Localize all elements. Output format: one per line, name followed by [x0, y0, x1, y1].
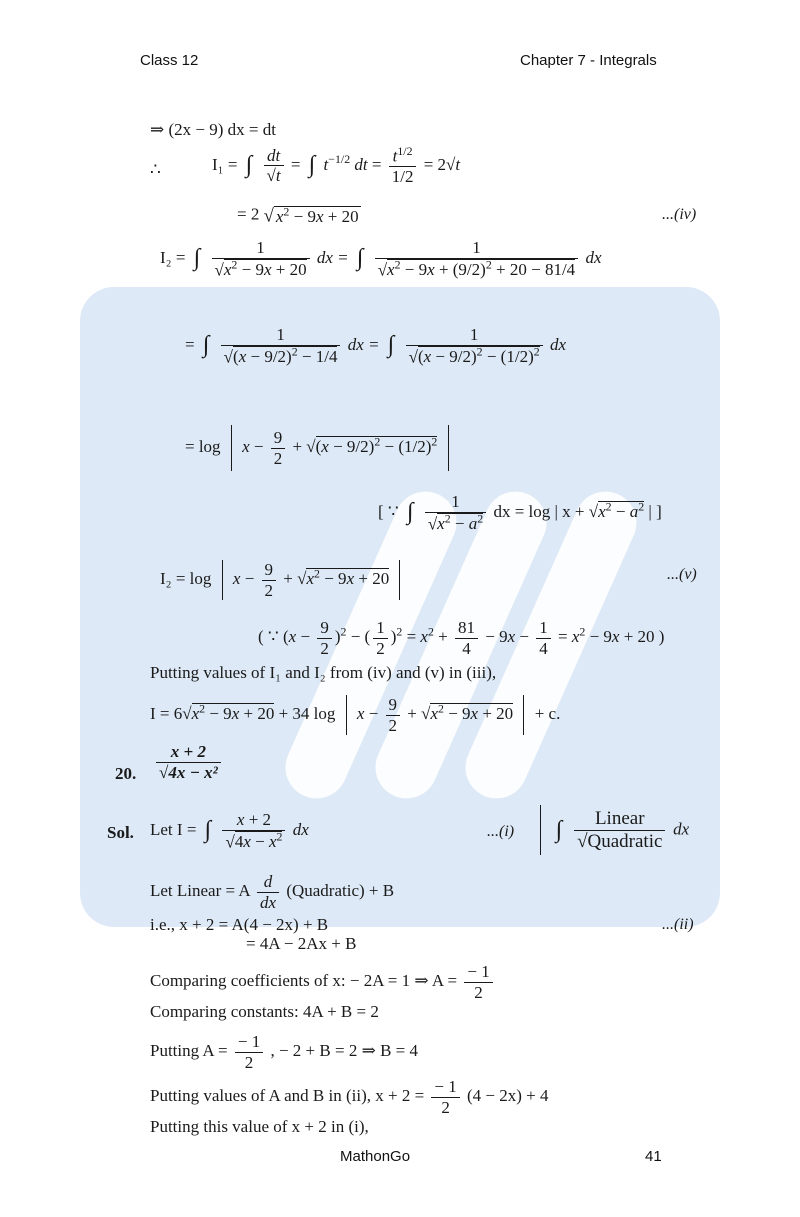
integral-sign: ∫ — [193, 245, 201, 272]
question-expression: $\frac{x + 2}{\text{√4x − x²}}$ — [153, 742, 224, 782]
integral-sign: ∫ — [245, 152, 253, 179]
equals-sign: = — [185, 334, 195, 354]
dx-label: dx = — [347, 334, 380, 354]
log-term: + 34 log — [278, 703, 336, 723]
integral-sign: ∫ — [387, 332, 395, 359]
text-line: Comparing constants: 4A + B = 2 — [150, 1002, 379, 1021]
therefore-symbol: ∴ — [150, 160, 161, 179]
equation-tag: ...(v) — [667, 566, 697, 583]
because-symbol: ∵ — [387, 501, 399, 521]
dx-label: dx — [585, 247, 602, 267]
question-number: 20. — [115, 764, 137, 783]
let-linear: Let Linear = A — [150, 880, 250, 900]
equation-line: I₁ = ∫ $\frac{dt}{√t}$ = ∫ $t^{-1/2}$ dt = $\frac{t^{1/2}}{1/2}$ = 2√t — [212, 144, 461, 187]
compare-coefficients: Comparing coefficients of x: − 2A = 1 ⇒ A = — [150, 970, 458, 990]
dx-label: dx — [292, 819, 309, 839]
fraction: $\frac{1}{√x^2 - 9x + 20}$ — [212, 238, 310, 280]
text-line: Putting this value of x + 2 in (i), — [150, 1117, 369, 1136]
equation-line: ⇒ (2x − 9) dx = dt — [150, 120, 276, 139]
equation-line: ( ∵ (x − $\frac{9}{2}$ )$^2$ − ( $\frac{1}{2}$ )$^2 = x^2$ + $\frac{81}{4}$ − 9x − $\frac{1}{4}$ = $x^2 - 9x + 20$ ) — [258, 618, 665, 658]
formula-text: dx = log | x + — [493, 501, 585, 521]
dx-label: dx — [549, 334, 566, 354]
solution-label: Sol. — [107, 823, 134, 842]
fraction: $\frac{1}{√x^2 - 9x + (9/2)^2 + 20 - 81/4}$ — [375, 238, 578, 280]
label-i1: I₁ = — [212, 154, 238, 174]
fraction: $\frac{t^{1/2}}{1/2}$ — [389, 145, 417, 187]
equation-tag: ...(iv) — [662, 206, 697, 223]
footer-brand: MathonGo — [340, 1148, 411, 1165]
integral-sign: ∫ — [407, 499, 414, 526]
equation-line: Putting values of A and B in (ii), x + 2 = $\frac{- 1}{2}$ (4 − 2x) + 4 — [150, 1077, 549, 1117]
let-i: Let I = — [150, 819, 197, 839]
integral-sign: ∫ — [555, 816, 563, 843]
fraction: $\frac{1}{√(x - 9/2)^2 - 1/4}$ — [221, 325, 341, 367]
equation-line: i.e., x + 2 = A(4 − 2x) + B — [150, 915, 329, 934]
b-value: , − 2 + B = 2 ⇒ B = 4 — [270, 1040, 418, 1060]
fraction: $\frac{dt}{√t}$ — [264, 146, 284, 186]
hint-box: ∫ $\frac{\text{Linear}}{\text{√Quadratic}}$ dx — [540, 805, 689, 855]
integral-sign: ∫ — [308, 152, 316, 179]
dx-label: dx = — [316, 247, 349, 267]
equation-line: = log x − $\frac{9}{2}$ + $√(x - 9/2)^2 - (1/2)^2$ — [185, 425, 455, 471]
equals-log: = log — [185, 436, 221, 456]
equation-line — [160, 238, 601, 280]
quadratic-term: (Quadratic) + B — [286, 880, 395, 900]
square-root: √ $x^2 - 9x + 20$ — [263, 204, 359, 227]
equation-line: $I = 6√x^2 - 9x + 20 + 34$ log x − $\frac{9}{2}$ + $√x^2 - 9x + 20 + c$. — [150, 695, 561, 735]
equation-line: [ ∵ ∫ $\frac{1}{√x^2 - a^2}$ dx = log | $x + √x^2 - a^2$ | ] — [378, 492, 662, 534]
equals-two: = 2 — [237, 204, 260, 224]
footer-page-number: 41 — [645, 1148, 662, 1165]
equation-tag: ...(i) — [487, 823, 515, 840]
integral-sign: ∫ — [356, 245, 364, 272]
label-i2-log: I₂ = log — [160, 568, 212, 588]
integral-sign: ∫ — [202, 332, 210, 359]
dx-label: dx — [673, 819, 690, 839]
text-line: Putting values of I₁ and I₂ from (iv) and (v) in (iii), — [150, 663, 497, 682]
header-chapter: Chapter 7 - Integrals — [520, 52, 657, 69]
label-i2: I₂ = — [160, 247, 186, 267]
result-label: I = 6 — [150, 703, 183, 723]
equation-line: Let Linear = A $\frac{d}{dx}$ (Quadratic) + B — [150, 872, 395, 912]
equation-line: = 4A − 2Ax + B — [246, 934, 357, 953]
equation-line — [185, 325, 566, 367]
putting-values: Putting values of A and B in (ii), x + 2 = — [150, 1085, 425, 1105]
putting-a: Putting A = — [150, 1040, 228, 1060]
integral-sign: ∫ — [204, 817, 212, 844]
equation-tag: ...(ii) — [662, 916, 694, 933]
equation-line: Putting A = $\frac{- 1}{2}$ , − 2 + B = 2 ⇒ B = 4 — [150, 1032, 418, 1072]
equation-line: Comparing coefficients of x: − 2A = 1 ⇒ A = $\frac{- 1}{2}$ — [150, 962, 496, 1002]
because-symbol: ∵ — [267, 626, 279, 646]
linear-expression: (4 − 2x) + 4 — [467, 1085, 549, 1105]
header-class: Class 12 — [140, 52, 199, 69]
equation-line — [237, 204, 361, 228]
constant-term: + c. — [534, 703, 561, 723]
fraction: $\frac{1}{√(x - 9/2)^2 - (1/2)^2}$ — [406, 325, 543, 367]
equation-line: Let I = ∫ $\frac{x + 2}{√4x - x^2}$ dx — [150, 810, 309, 852]
equation-line: I₂ = log x − $\frac{9}{2}$ + $√x^2 - 9x + 20$ — [160, 560, 406, 600]
fraction: $\frac{1}{√x^2 - a^2}$ — [425, 492, 486, 534]
